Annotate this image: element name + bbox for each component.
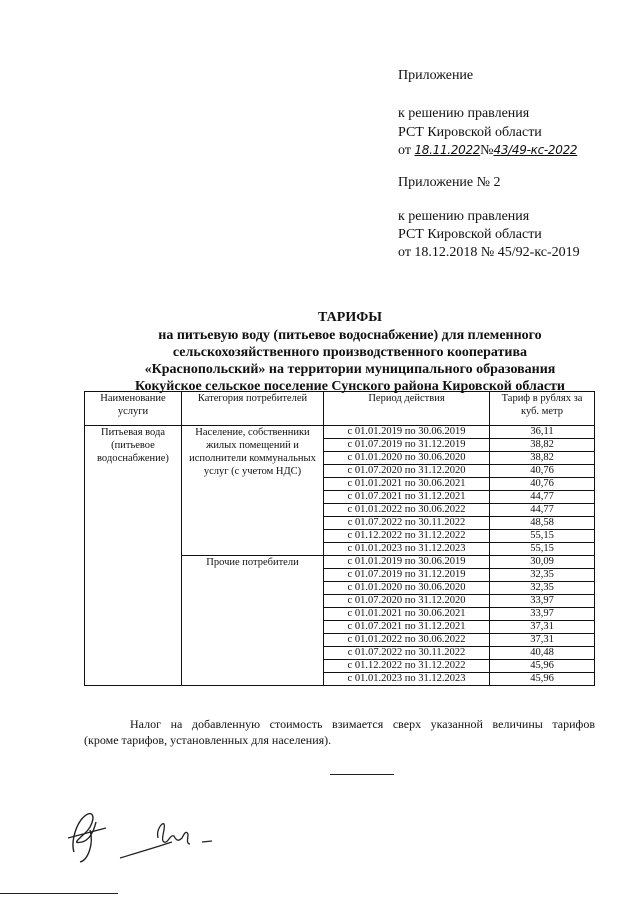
tariff-value-cell: 32,35 (490, 569, 595, 582)
tariff-value-cell: 45,96 (490, 660, 595, 673)
number-sign: № (480, 143, 494, 158)
tariff-value-cell: 40,48 (490, 647, 595, 660)
separator-line (330, 774, 394, 775)
tariff-value-cell: 32,35 (490, 582, 595, 595)
footer-line (0, 893, 118, 894)
header-category: Категория потребителей (182, 392, 324, 426)
category-cell: Прочие потребители (182, 556, 324, 686)
decision-label: к решению правления (398, 106, 530, 121)
tariff-value-cell: 38,82 (490, 439, 595, 452)
period-cell: с 01.07.2021 по 31.12.2021 (324, 621, 490, 634)
tariff-value-cell: 40,76 (490, 478, 595, 491)
handwritten-signature-icon (60, 800, 240, 870)
vat-note-line-2: (кроме тарифов, установленных для населения). (84, 733, 332, 747)
appendix-2-label: Приложение № 2 (398, 175, 501, 190)
period-cell: с 01.01.2020 по 30.06.2020 (324, 452, 490, 465)
rst-label-2: РСТ Кировской области (398, 227, 542, 242)
tariff-value-cell: 44,77 (490, 491, 595, 504)
tariff-value-cell: 37,31 (490, 634, 595, 647)
table-row (85, 426, 595, 439)
decision-label-2: к решению правления (398, 209, 530, 224)
tariff-value-cell: 55,15 (490, 530, 595, 543)
period-cell: с 01.07.2022 по 30.11.2022 (324, 517, 490, 530)
period-cell: с 01.01.2019 по 30.06.2019 (324, 426, 490, 439)
title-line-3: «Краснопольский» на территории муниципального образования (144, 362, 556, 377)
period-cell: с 01.01.2023 по 31.12.2023 (324, 673, 490, 686)
tariff-value-cell: 30,09 (490, 556, 595, 569)
vat-note (84, 716, 595, 748)
tariff-value-cell: 33,97 (490, 595, 595, 608)
tariff-value-cell: 55,15 (490, 543, 595, 556)
tariff-table (84, 391, 595, 686)
period-cell: с 01.01.2023 по 31.12.2023 (324, 543, 490, 556)
period-cell: с 01.01.2021 по 30.06.2021 (324, 608, 490, 621)
vat-note-line-1: Налог на добавленную стоимость взимается сверх указанной величины тарифов (130, 717, 595, 731)
rst-label: РСТ Кировской области (398, 125, 542, 140)
title-line-1: на питьевую воду (питьевое водоснабжение) для племенного (158, 328, 542, 343)
period-cell: с 01.01.2022 по 30.06.2022 (324, 634, 490, 647)
title-line-2: сельскохозяйственного производственного кооператива (172, 345, 528, 360)
header-service: Наименование услуги (85, 392, 182, 426)
period-cell: с 01.07.2022 по 30.11.2022 (324, 647, 490, 660)
from-prefix: от (398, 143, 411, 158)
decision-ref-2: от 18.12.2018 № 45/92-кс-2019 (398, 245, 580, 260)
handwritten-number: 43/49-кс-2022 (493, 143, 578, 157)
tariff-value-cell: 38,82 (490, 452, 595, 465)
period-cell: с 01.07.2019 по 31.12.2019 (324, 569, 490, 582)
period-cell: с 01.01.2021 по 30.06.2021 (324, 478, 490, 491)
title-line-4: Кокуйское сельское поселение Сунского района Кировской области (134, 379, 565, 394)
service-cell: Питьевая вода (питьевое водоснабжение) (85, 426, 182, 686)
tariff-value-cell: 33,97 (490, 608, 595, 621)
header-period: Период действия (324, 392, 490, 426)
table-header-row (85, 392, 595, 426)
period-cell: с 01.01.2020 по 30.06.2020 (324, 582, 490, 595)
period-cell: с 01.07.2020 по 31.12.2020 (324, 595, 490, 608)
header-tariff: Тариф в рублях за куб. метр (490, 392, 595, 426)
tariff-value-cell: 36,11 (490, 426, 595, 439)
tariff-value-cell: 48,58 (490, 517, 595, 530)
appendix-label: Приложение (398, 68, 474, 83)
tariff-value-cell: 40,76 (490, 465, 595, 478)
category-cell: Население, собственники жилых помещений и исполнители коммунальных услуг (с учетом НДС) (182, 426, 324, 556)
period-cell: с 01.12.2022 по 31.12.2022 (324, 660, 490, 673)
period-cell: с 01.07.2021 по 31.12.2021 (324, 491, 490, 504)
decision-date-line (398, 141, 577, 160)
tariff-value-cell: 44,77 (490, 504, 595, 517)
tariff-value-cell: 37,31 (490, 621, 595, 634)
period-cell: с 01.07.2020 по 31.12.2020 (324, 465, 490, 478)
handwritten-date: 18.11.2022 (414, 143, 481, 157)
period-cell: с 01.01.2022 по 30.06.2022 (324, 504, 490, 517)
period-cell: с 01.07.2019 по 31.12.2019 (324, 439, 490, 452)
tariff-value-cell: 45,96 (490, 673, 595, 686)
period-cell: с 01.12.2022 по 31.12.2022 (324, 530, 490, 543)
document-title: ТАРИФЫ (318, 310, 382, 325)
period-cell: с 01.01.2019 по 30.06.2019 (324, 556, 490, 569)
